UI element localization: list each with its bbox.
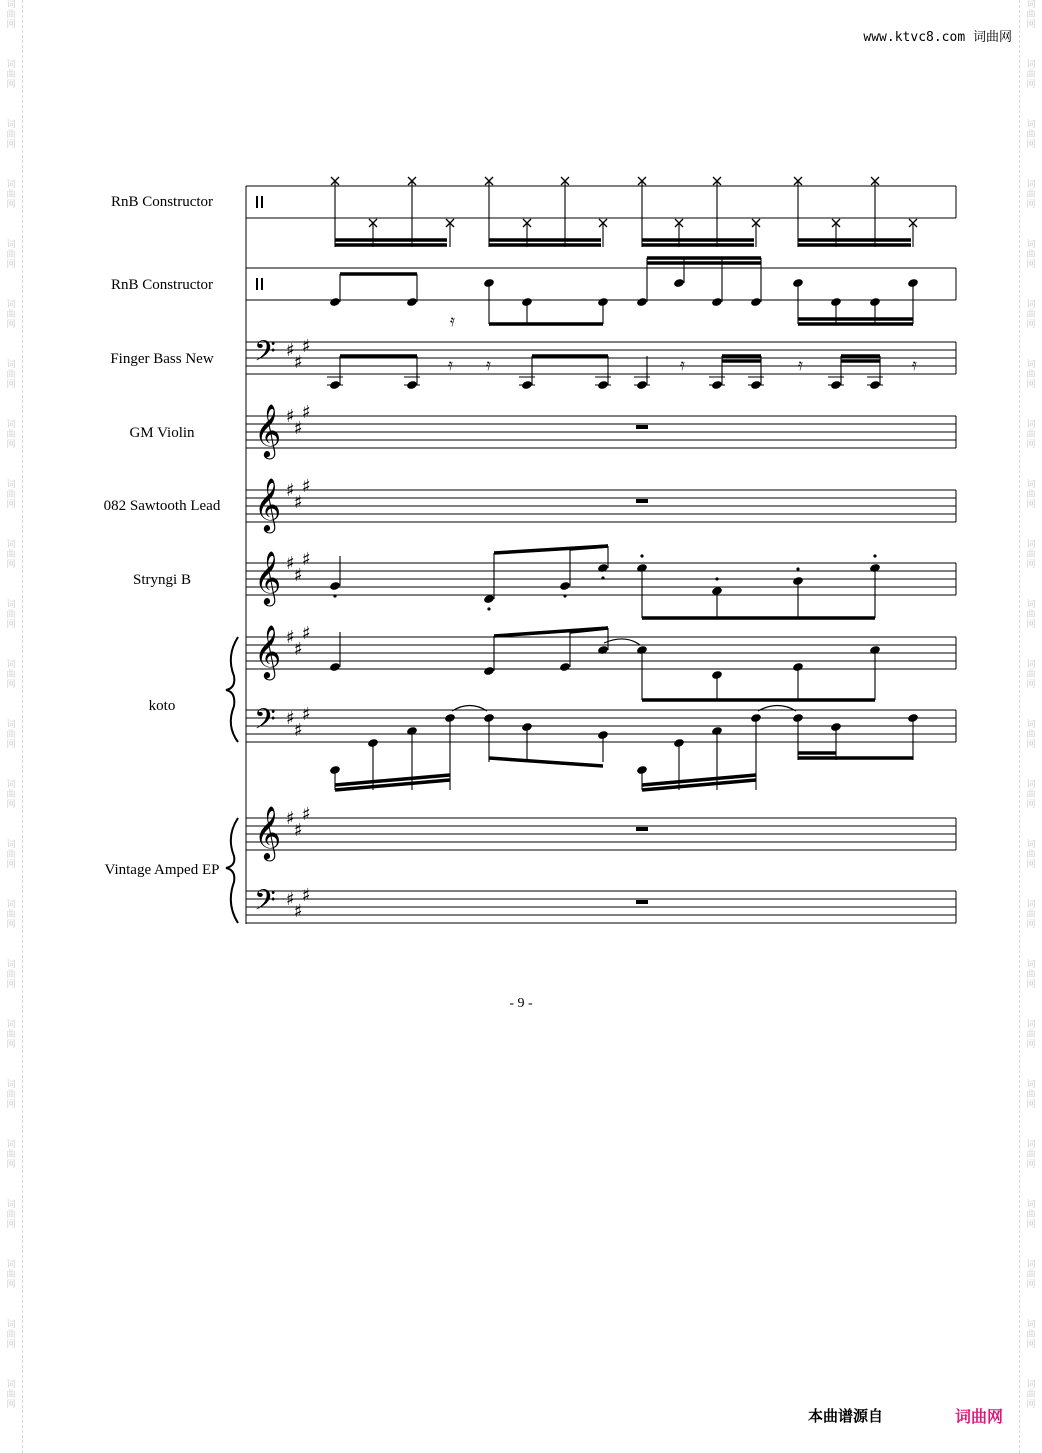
note-head <box>329 662 341 672</box>
sharp-sign: ♯ <box>302 704 311 725</box>
sharp-sign: ♯ <box>286 340 295 361</box>
sharp-sign: ♯ <box>294 639 303 660</box>
brace <box>226 818 238 923</box>
sharp-sign: ♯ <box>302 476 311 497</box>
sharp-sign: ♯ <box>294 492 303 513</box>
watermark-glyph: 词 曲 网 <box>1026 1080 1036 1110</box>
note-head <box>329 581 341 591</box>
header-site-name: 词曲网 <box>972 30 1012 45</box>
watermark-glyph: 词 曲 网 <box>6 360 16 390</box>
note-head <box>597 563 609 573</box>
note-head <box>329 297 341 307</box>
sharp-sign: ♯ <box>302 336 311 357</box>
watermark-glyph: 词 曲 网 <box>1026 780 1036 810</box>
note-head <box>406 297 418 307</box>
watermark-glyph: 词 曲 网 <box>6 1320 16 1350</box>
watermark-glyph: 词 曲 网 <box>6 600 16 630</box>
watermark-glyph: 词 曲 网 <box>6 240 16 270</box>
watermark-glyph: 词 曲 网 <box>6 300 16 330</box>
watermark-glyph: 词 曲 网 <box>6 780 16 810</box>
footer-brand-link[interactable]: 词曲网 <box>955 1407 1004 1426</box>
staccato-dot <box>640 554 643 557</box>
watermark-glyph: 词 曲 网 <box>1026 600 1036 630</box>
sharp-sign: ♯ <box>302 549 311 570</box>
sharp-sign: ♯ <box>302 885 311 906</box>
sixteenth-rest: 𝄿 <box>450 311 455 330</box>
watermark-glyph: 词 曲 网 <box>6 1380 16 1410</box>
treble-clef: 𝄞 <box>254 624 282 678</box>
watermark-glyph: 词 曲 网 <box>6 540 16 570</box>
sharp-sign: ♯ <box>302 402 311 423</box>
treble-clef: 𝄞 <box>254 805 282 859</box>
watermark-glyph: 词 曲 网 <box>1026 1200 1036 1230</box>
watermark-glyph: 词 曲 网 <box>6 960 16 990</box>
instrument-label: Vintage Amped EP <box>104 862 220 878</box>
watermark-glyph: 词 曲 网 <box>1026 120 1036 150</box>
sixteenth-rest: 𝄿 <box>486 355 491 374</box>
watermark-glyph: 词 曲 网 <box>6 120 16 150</box>
watermark-glyph: 词 曲 网 <box>1026 1020 1036 1050</box>
beam <box>489 758 603 766</box>
watermark-glyph: 词 曲 网 <box>1026 540 1036 570</box>
sharp-sign: ♯ <box>286 480 295 501</box>
staccato-dot <box>715 577 718 580</box>
watermark-glyph: 词 曲 网 <box>6 660 16 690</box>
watermark-glyph: 词 曲 网 <box>1026 360 1036 390</box>
watermark-glyph: 词 曲 网 <box>1026 840 1036 870</box>
watermark-glyph: 词 曲 网 <box>6 900 16 930</box>
bass-clef: 𝄢 <box>254 703 276 743</box>
sharp-sign: ♯ <box>294 720 303 741</box>
staccato-dot <box>873 554 876 557</box>
watermark-glyph: 词 曲 网 <box>6 840 16 870</box>
whole-rest <box>636 900 648 904</box>
staccato-dot <box>487 607 490 610</box>
watermark-glyph: 词 曲 网 <box>6 720 16 750</box>
instrument-label: 082 Sawtooth Lead <box>103 498 221 514</box>
watermark-glyph: 词 曲 网 <box>6 180 16 210</box>
percussion-clef <box>261 196 263 208</box>
note-head <box>636 297 648 307</box>
watermark-glyph: 词 曲 网 <box>6 1080 16 1110</box>
watermark-glyph: 词 曲 网 <box>6 480 16 510</box>
note-head <box>559 581 571 591</box>
staccato-dot <box>796 567 799 570</box>
treble-clef: 𝄞 <box>254 403 282 457</box>
watermark-glyph: 词 曲 网 <box>1026 0 1036 30</box>
watermark-glyph: 词 曲 网 <box>1026 480 1036 510</box>
treble-clef: 𝄞 <box>254 550 282 604</box>
whole-rest <box>636 499 648 503</box>
watermark-glyph: 词 曲 网 <box>6 1020 16 1050</box>
instrument-label: Stryngi B <box>133 572 191 588</box>
bass-clef: 𝄢 <box>254 335 276 375</box>
staccato-dot <box>563 594 566 597</box>
percussion-clef <box>256 196 258 208</box>
note-head <box>597 645 609 655</box>
note-head <box>673 278 685 288</box>
watermark-glyph: 词 曲 网 <box>1026 1320 1036 1350</box>
page-number: - 9 - <box>509 996 533 1011</box>
tie <box>604 639 640 645</box>
watermark-glyph: 词 曲 网 <box>1026 1260 1036 1290</box>
watermark-glyph: 词 曲 网 <box>1026 60 1036 90</box>
instrument-label: RnB Constructor <box>110 194 214 210</box>
staccato-dot <box>333 594 336 597</box>
whole-rest <box>636 425 648 429</box>
sixteenth-rest: 𝄿 <box>798 355 803 374</box>
note-head <box>483 666 495 676</box>
brace <box>226 637 238 742</box>
watermark-glyph: 词 曲 网 <box>1026 900 1036 930</box>
header-url-text: www.ktvc8.com <box>863 30 966 45</box>
staccato-dot <box>601 576 604 579</box>
watermark-glyph: 词 曲 网 <box>1026 720 1036 750</box>
watermark-glyph: 词 曲 网 <box>1026 1380 1036 1410</box>
sharp-sign: ♯ <box>286 808 295 829</box>
score-marks <box>254 177 919 924</box>
sharp-sign: ♯ <box>286 406 295 427</box>
note-head <box>750 297 762 307</box>
watermark-glyph: 词 曲 网 <box>1026 1140 1036 1170</box>
instrument-label: Finger Bass New <box>110 351 214 367</box>
watermark-glyph: 词 曲 网 <box>6 420 16 450</box>
note-head <box>559 662 571 672</box>
watermark-glyph: 词 曲 网 <box>6 0 16 30</box>
watermark-glyph: 词 曲 网 <box>6 1140 16 1170</box>
watermark-glyph: 词 曲 网 <box>1026 960 1036 990</box>
watermark-glyph: 词 曲 网 <box>1026 660 1036 690</box>
footer-source-text: 本曲谱源自 <box>808 1407 884 1425</box>
watermark-glyph: 词 曲 网 <box>1026 420 1036 450</box>
note-head <box>711 297 723 307</box>
whole-rest <box>636 827 648 831</box>
sharp-sign: ♯ <box>286 627 295 648</box>
watermark-glyph: 词 曲 网 <box>1026 240 1036 270</box>
sharp-sign: ♯ <box>302 623 311 644</box>
sharp-sign: ♯ <box>294 820 303 841</box>
watermark-glyph: 词 曲 网 <box>6 1260 16 1290</box>
sharp-sign: ♯ <box>286 889 295 910</box>
percussion-clef <box>256 278 258 290</box>
sharp-sign: ♯ <box>286 708 295 729</box>
sharp-sign: ♯ <box>294 352 303 373</box>
sharp-sign: ♯ <box>302 804 311 825</box>
sixteenth-rest: 𝄿 <box>912 355 917 374</box>
sixteenth-rest: 𝄿 <box>680 355 685 374</box>
sixteenth-rest: 𝄿 <box>448 355 453 374</box>
sharp-sign: ♯ <box>294 418 303 439</box>
sharp-sign: ♯ <box>286 553 295 574</box>
staff-lines <box>226 186 956 924</box>
bass-clef: 𝄢 <box>254 884 276 924</box>
watermark-glyph: 词 曲 网 <box>6 60 16 90</box>
instrument-label: GM Violin <box>129 425 195 441</box>
treble-clef: 𝄞 <box>254 477 282 531</box>
percussion-clef <box>261 278 263 290</box>
watermark-glyph: 词 曲 网 <box>1026 180 1036 210</box>
sharp-sign: ♯ <box>294 565 303 586</box>
sharp-sign: ♯ <box>294 901 303 922</box>
instrument-label: RnB Constructor <box>110 277 214 293</box>
watermark-glyph: 词 曲 网 <box>6 1200 16 1230</box>
watermark-glyph: 词 曲 网 <box>1026 300 1036 330</box>
instrument-label: koto <box>148 698 176 714</box>
